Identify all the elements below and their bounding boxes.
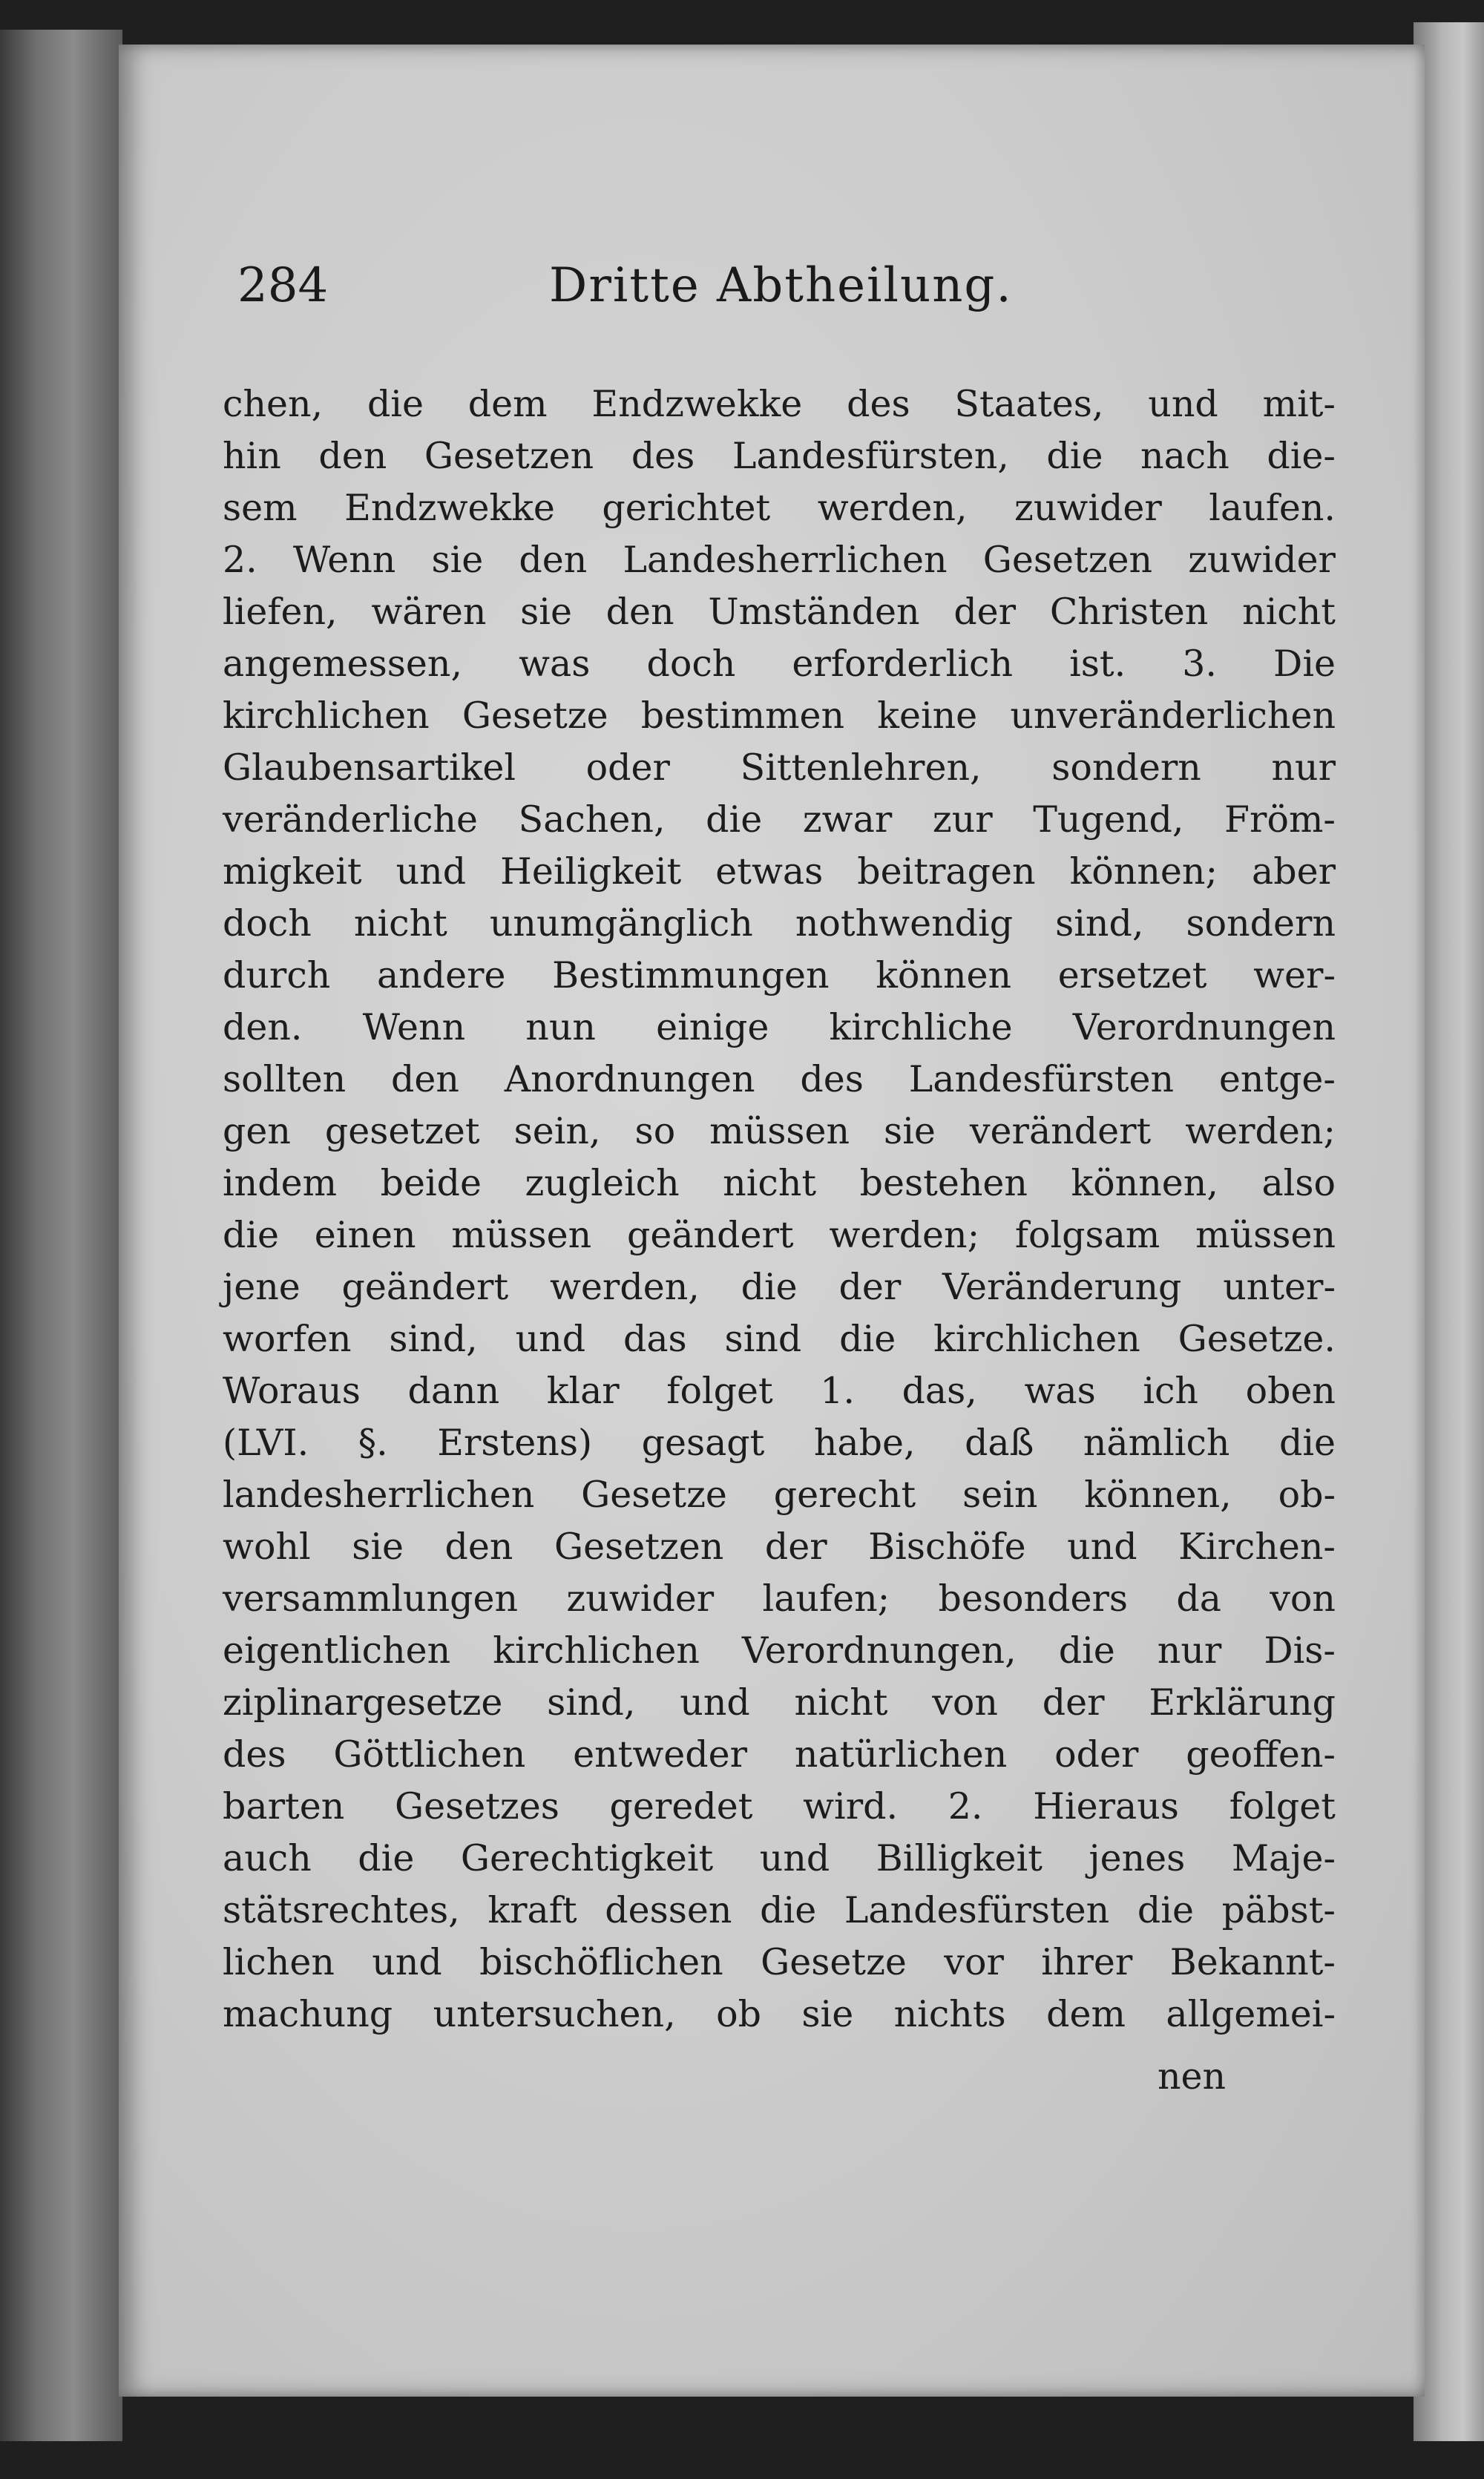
text-line: Glaubensartikel oder Sittenlehren, sondern nur: [223, 746, 1336, 789]
text-line: landesherrlichen Gesetze gerecht sein können, ob-: [223, 1474, 1336, 1516]
catchword: nen: [1158, 2055, 1227, 2098]
text-line: angemessen, was doch erforderlich ist. 3. Die: [223, 643, 1336, 685]
text-line: des Göttlichen entweder natürlichen oder geoffen-: [223, 1733, 1336, 1776]
running-head: Dritte Abtheilung.: [549, 258, 1013, 313]
page-header: [237, 245, 1076, 326]
text-line: Woraus dann klar folget 1. das, was ich oben: [223, 1370, 1336, 1412]
text-line: sem Endzwekke gerichtet werden, zuwider laufen.: [223, 487, 1336, 529]
text-line: kirchlichen Gesetze bestimmen keine unveränderlichen: [223, 695, 1336, 737]
text-line: jene geändert werden, die der Veränderung unter-: [223, 1266, 1336, 1308]
text-line: barten Gesetzes geredet wird. 2. Hieraus folget: [223, 1785, 1336, 1828]
page-number: 284: [237, 258, 329, 313]
text-line: migkeit und Heiligkeit etwas beitragen können; aber: [223, 850, 1336, 893]
text-line: wohl sie den Gesetzen der Bischöfe und Kirchen-: [223, 1526, 1336, 1568]
text-line: stätsrechtes, kraft dessen die Landesfürsten die päbst-: [223, 1889, 1336, 1931]
text-line: ziplinargesetze sind, und nicht von der Erklärung: [223, 1681, 1336, 1724]
text-line: liefen, wären sie den Umständen der Christen nicht: [223, 591, 1336, 633]
text-line: den. Wenn nun einige kirchliche Verordnungen: [223, 1006, 1336, 1048]
book-page-edges: [0, 30, 122, 2441]
text-line: auch die Gerechtigkeit und Billigkeit jenes Maje-: [223, 1837, 1336, 1879]
text-line: chen, die dem Endzwekke des Staates, und mit-: [223, 383, 1336, 425]
text-line: machung untersuchen, ob sie nichts dem allgemei-: [223, 1993, 1336, 2035]
text-line: doch nicht unumgänglich nothwendig sind, sondern: [223, 902, 1336, 945]
text-line: veränderliche Sachen, die zwar zur Tugend, Fröm-: [223, 798, 1336, 841]
text-line: durch andere Bestimmungen können ersetzet wer-: [223, 954, 1336, 996]
text-line: versammlungen zuwider laufen; besonders da von: [223, 1577, 1336, 1620]
text-line: eigentlichen kirchlichen Verordnungen, die nur Dis-: [223, 1629, 1336, 1672]
text-line: hin den Gesetzen des Landesfürsten, die nach die-: [223, 435, 1336, 477]
text-line: (LVI. §. Erstens) gesagt habe, daß nämlich die: [223, 1422, 1336, 1464]
text-line: sollten den Anordnungen des Landesfürsten entge-: [223, 1058, 1336, 1100]
body-text: [223, 378, 1336, 2040]
text-line: lichen und bischöflichen Gesetze vor ihrer Bekannt-: [223, 1941, 1336, 1983]
text-line: indem beide zugleich nicht bestehen können, also: [223, 1162, 1336, 1204]
text-line: 2. Wenn sie den Landesherrlichen Gesetzen zuwider: [223, 539, 1336, 581]
text-line: worfen sind, und das sind die kirchlichen Gesetze.: [223, 1318, 1336, 1360]
text-line: gen gesetzet sein, so müssen sie verändert werden;: [223, 1110, 1336, 1152]
text-line: die einen müssen geändert werden; folgsam müssen: [223, 1214, 1336, 1256]
